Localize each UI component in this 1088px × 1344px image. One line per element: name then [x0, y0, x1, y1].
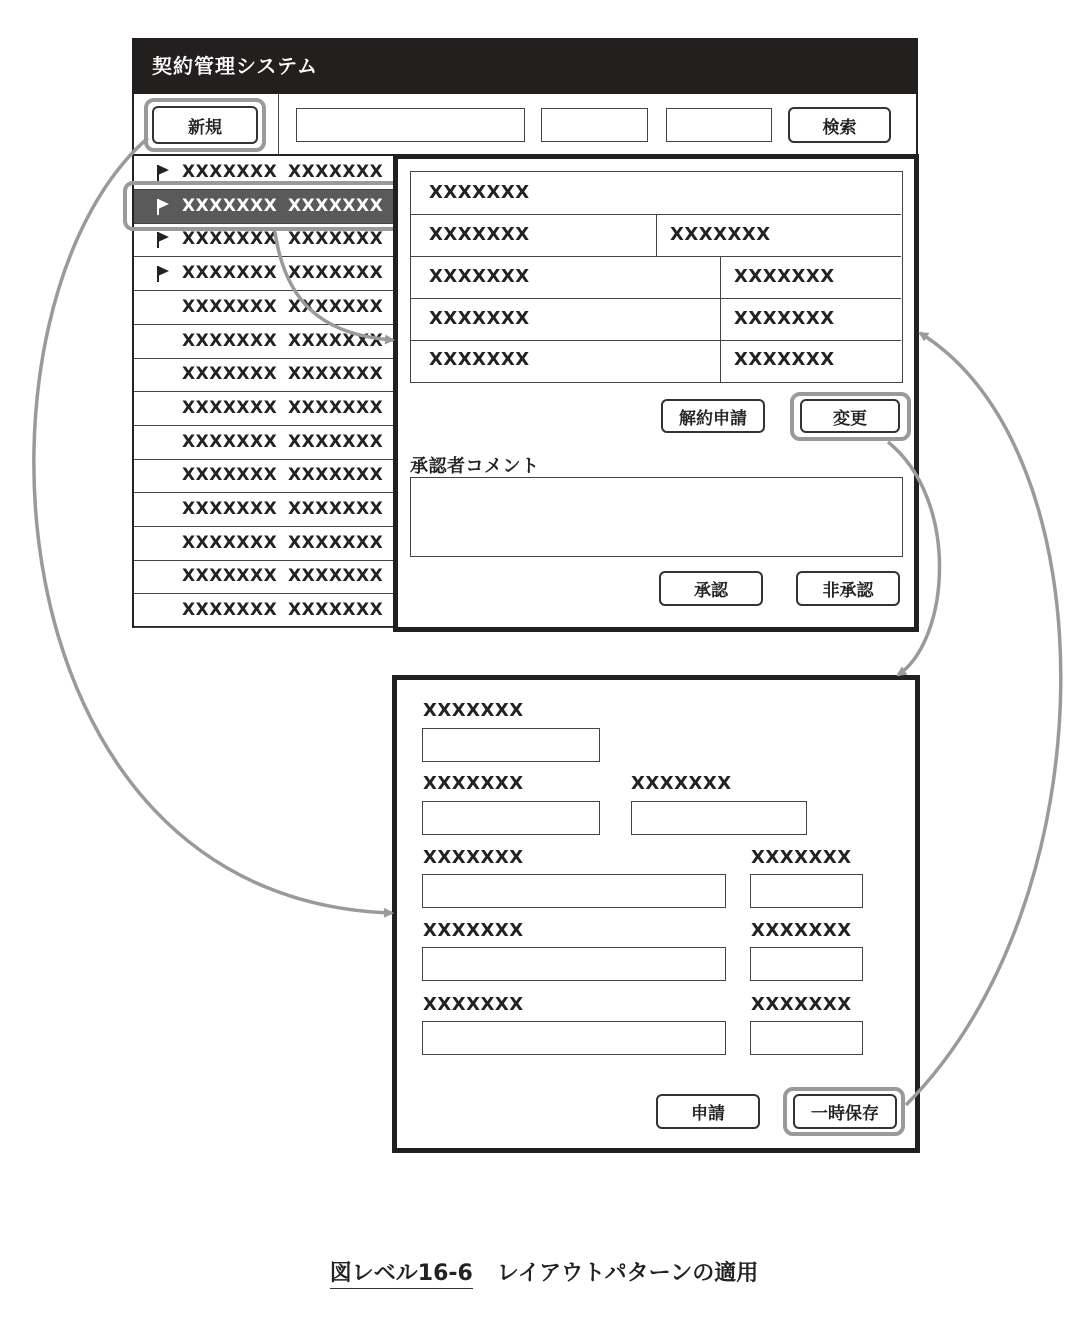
list-cell: XXXXXXX	[288, 263, 384, 284]
list-cell: XXXXXXX	[182, 195, 278, 216]
form-label: XXXXXXX	[423, 700, 524, 721]
list-cell: XXXXXXX	[288, 465, 384, 486]
list-cell: XXXXXXX	[288, 330, 384, 351]
detail-cell: XXXXXXX	[429, 182, 530, 203]
list-cell: XXXXXXX	[288, 162, 384, 182]
form-label: XXXXXXX	[751, 920, 852, 941]
approve-button[interactable]: 承認	[659, 571, 763, 606]
list-cell: XXXXXXX	[288, 499, 384, 519]
list-cell: XXXXXXX	[182, 263, 278, 284]
list-cell: XXXXXXX	[182, 532, 278, 553]
detail-cell: XXXXXXX	[429, 308, 530, 329]
list-cell: XXXXXXX	[288, 364, 384, 385]
cancel-request-button[interactable]: 解約申請	[661, 399, 765, 433]
detail-cell: XXXXXXX	[429, 224, 530, 245]
form-label: XXXXXXX	[751, 994, 852, 1015]
list-cell: XXXXXXX	[182, 431, 278, 452]
form-label: XXXXXXX	[423, 847, 524, 868]
detail-cell: XXXXXXX	[734, 308, 835, 329]
figure-number: 図レベル16-6	[330, 1261, 473, 1289]
list-cell: XXXXXXX	[288, 296, 384, 317]
detail-cell: XXXXXXX	[429, 349, 530, 370]
list-cell: XXXXXXX	[288, 397, 384, 418]
window-title: 契約管理システム	[132, 38, 918, 94]
arrow-change-to-form	[888, 442, 940, 675]
list-cell: XXXXXXX	[182, 600, 278, 621]
list-cell: XXXXXXX	[288, 229, 384, 250]
list-cell: XXXXXXX	[182, 364, 278, 385]
form-label: XXXXXXX	[423, 994, 524, 1015]
arrow-save-to-detail	[906, 333, 1061, 1105]
search-button[interactable]: 検索	[788, 107, 891, 143]
apply-button[interactable]: 申請	[656, 1094, 760, 1129]
change-button[interactable]: 変更	[800, 399, 900, 433]
list-cell: XXXXXXX	[182, 465, 278, 486]
comment-label: 承認者コメント	[410, 456, 540, 477]
list-cell: XXXXXXX	[182, 162, 278, 182]
arrow-new-to-form	[34, 138, 392, 913]
list-cell: XXXXXXX	[288, 431, 384, 452]
figure-caption	[0, 1256, 1088, 1287]
list-cell: XXXXXXX	[182, 330, 278, 351]
list-cell: XXXXXXX	[182, 296, 278, 317]
form-label: XXXXXXX	[423, 773, 524, 794]
arrow-row-to-detail	[275, 232, 393, 340]
list-cell: XXXXXXX	[182, 397, 278, 418]
detail-cell: XXXXXXX	[734, 349, 835, 370]
list-cell: XXXXXXX	[182, 229, 278, 250]
form-label: XXXXXXX	[751, 847, 852, 868]
temporary-save-button[interactable]: 一時保存	[793, 1094, 897, 1129]
form-label: XXXXXXX	[423, 920, 524, 941]
list-cell: XXXXXXX	[288, 195, 384, 216]
new-button[interactable]: 新規	[152, 106, 258, 144]
form-label: XXXXXXX	[631, 773, 732, 794]
figure-title: レイアウトパターンの適用	[496, 1261, 759, 1286]
detail-cell: XXXXXXX	[670, 224, 771, 245]
list-cell: XXXXXXX	[182, 566, 278, 587]
list-cell: XXXXXXX	[182, 499, 278, 519]
reject-button[interactable]: 非承認	[796, 571, 900, 606]
list-cell: XXXXXXX	[288, 600, 384, 621]
list-cell: XXXXXXX	[288, 566, 384, 587]
detail-cell: XXXXXXX	[429, 266, 530, 287]
detail-cell: XXXXXXX	[734, 266, 835, 287]
list-cell: XXXXXXX	[288, 532, 384, 553]
